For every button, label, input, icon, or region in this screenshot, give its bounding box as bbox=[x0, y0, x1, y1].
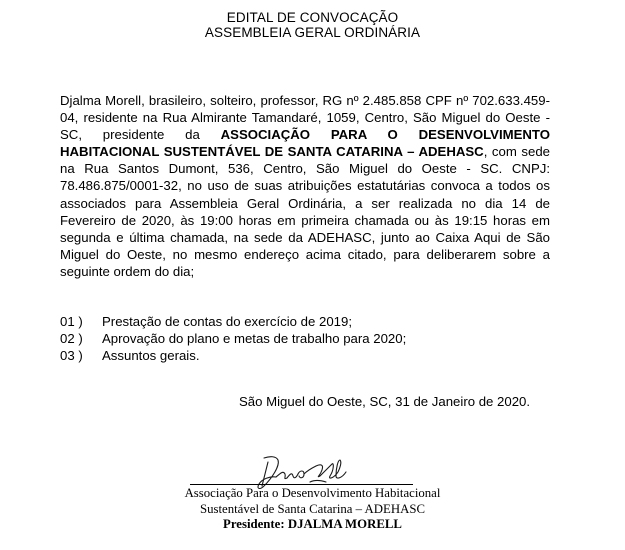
agenda-item-text: Aprovação do plano e metas de trabalho para 2020; bbox=[102, 330, 407, 346]
agenda-item bbox=[60, 348, 560, 365]
association-name: ASSOCIAÇÃO PARA O DESENVOLVIMENTO HABITACIONAL SUSTENTÁVEL DE SANTA CATARINA – ADEHASC bbox=[60, 127, 550, 160]
signature-association-line1: Associação Para o Desenvolvimento Habitacional bbox=[184, 486, 441, 500]
agenda-item-text: Prestação de contas do exercício de 2019; bbox=[102, 314, 352, 329]
agenda-item-number: 03 ) bbox=[60, 347, 83, 363]
agenda-item-number: 01 ) bbox=[60, 314, 83, 329]
president-line bbox=[0, 516, 625, 532]
place-and-date: São Miguel do Oeste, SC, 31 de Janeiro de 2020. bbox=[239, 394, 531, 409]
agenda-item-text: Assuntos gerais. bbox=[102, 347, 200, 363]
agenda-list bbox=[60, 314, 560, 364]
paragraph-text-details: , com sede na Rua Santos Dumont, 536, Centro, São Miguel do Oeste - SC. CNPJ: 78.486.875/0001-32, no uso de suas atribuições estatutárias convoca a todos os associados para Assembleia Geral Ordinária, a ser realizada no dia 14 de Fevereiro de 2020, às 19:00 horas em primeira chamada ou às 19:15 horas em segunda e última chamada, na sede da ADEHASC, junto ao Caixa Aqui de São Miguel do Oeste, no mesmo endereço acima citado, para deliberarem sobre a seguinte ordem do dia; bbox=[60, 144, 550, 279]
assembly-title: ASSEMBLEIA GERAL ORDINÁRIA bbox=[204, 25, 421, 40]
signature-association-line2: Sustentável de Santa Catarina – ADEHASC bbox=[200, 502, 425, 516]
agenda-item bbox=[60, 331, 560, 348]
president-label: Presidente: bbox=[223, 517, 288, 531]
paragraph-text-intro: Djalma Morell, brasileiro, solteiro, professor, RG nº 2.485.858 CPF nº 702.633.459-04, residente na Rua Almirante Tamandaré, 1059, Centro, São Miguel do Oeste - SC, presidente da bbox=[60, 93, 550, 143]
convocation-paragraph bbox=[60, 92, 550, 280]
notice-title: EDITAL DE CONVOCAÇÃO bbox=[226, 10, 399, 25]
agenda-item-number: 02 ) bbox=[60, 330, 83, 346]
president-name: DJALMA MORELL bbox=[287, 517, 402, 531]
agenda-item bbox=[60, 314, 560, 331]
